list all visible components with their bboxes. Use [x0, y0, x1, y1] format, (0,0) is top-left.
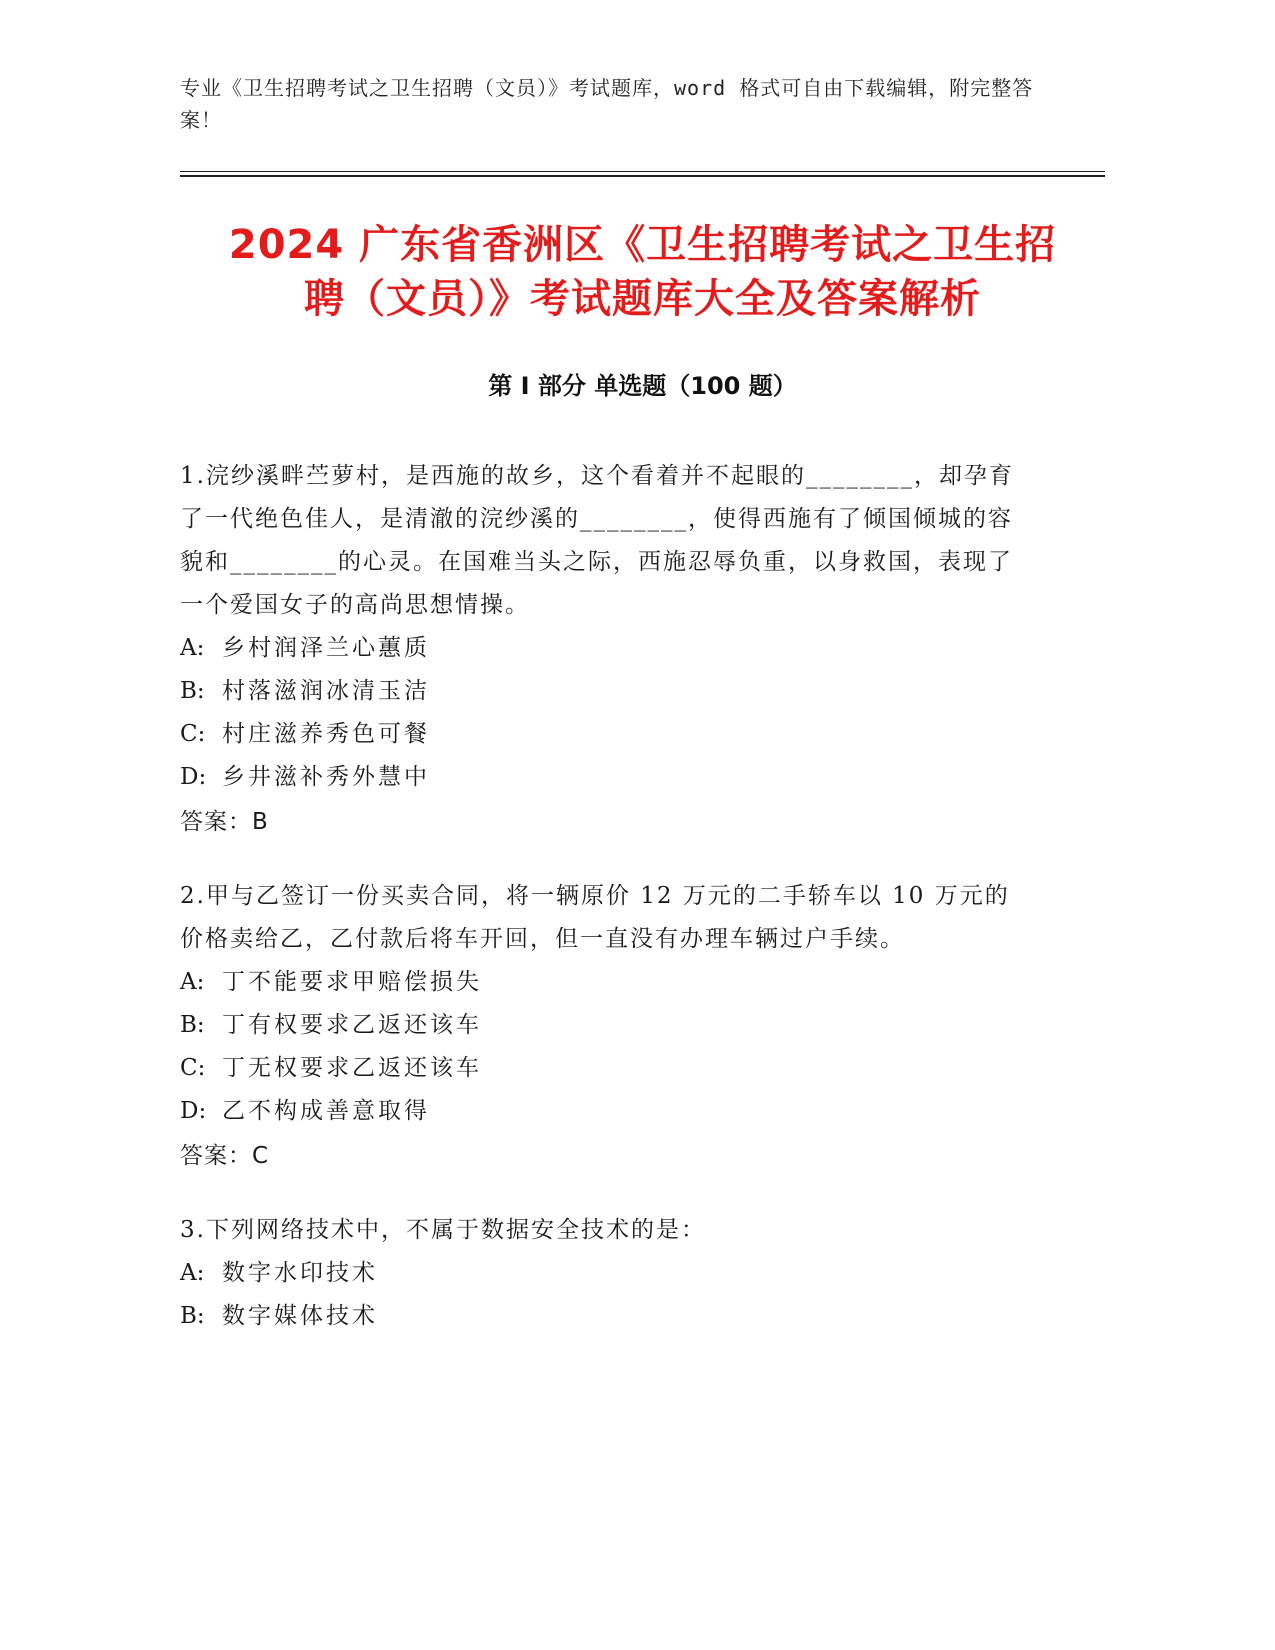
option-text: 乡井滋补秀外慧中: [222, 764, 430, 790]
option-letter: D:: [180, 764, 207, 790]
question-2: [180, 875, 1020, 1179]
header-divider-thin: [180, 171, 1105, 172]
option-text: 村庄滋养秀色可餐: [222, 721, 430, 747]
option-c: [180, 713, 1020, 756]
question-1: [180, 455, 1020, 845]
option-letter: A:: [180, 1260, 205, 1286]
option-letter: C:: [180, 721, 206, 747]
question-3: [180, 1209, 1020, 1338]
option-letter: B:: [180, 678, 205, 704]
option-a: [180, 961, 1020, 1004]
header-note: 专业《卫生招聘考试之卫生招聘（文员）》考试题库，word 格式可自由下载编辑，附完整答案！: [180, 76, 1034, 132]
option-text: 丁不能要求甲赔偿损失: [222, 969, 482, 995]
option-text: 村落滋润冰清玉洁: [222, 678, 430, 704]
option-text: 数字水印技术: [222, 1260, 378, 1286]
question-stem: 3.下列网络技术中，不属于数据安全技术的是：: [180, 1217, 706, 1243]
option-b: [180, 670, 1020, 713]
header-divider-thick: [180, 175, 1105, 177]
option-letter: B:: [180, 1012, 205, 1038]
option-d: [180, 756, 1020, 799]
section-title: 第 I 部分 单选题（100 题）: [488, 372, 797, 400]
option-letter: B:: [180, 1303, 205, 1329]
option-d: [180, 1090, 1020, 1133]
option-text: 乙不构成善意取得: [222, 1098, 430, 1124]
option-letter: A:: [180, 635, 205, 661]
question-stem: 1.浣纱溪畔苎萝村，是西施的故乡，这个看着并不起眼的________，却孕育了一代绝色佳人，是清澈的浣纱溪的________，使得西施有了倾国倾城的容貌和________的心灵。在国难当头之际，西施忍辱负重，以身救国，表现了一个爱国女子的高尚思想情操。: [180, 463, 1014, 618]
answer-line: 答案：C: [180, 1143, 270, 1169]
option-text: 数字媒体技术: [222, 1303, 378, 1329]
option-letter: A:: [180, 969, 205, 995]
question-stem: 2.甲与乙签订一份买卖合同，将一辆原价 12 万元的二手轿车以 10 万元的价格卖给乙，乙付款后将车开回，但一直没有办理车辆过户手续。: [180, 883, 1010, 952]
option-a: [180, 627, 1020, 670]
option-text: 丁有权要求乙返还该车: [222, 1012, 482, 1038]
option-letter: D:: [180, 1098, 207, 1124]
option-c: [180, 1047, 1020, 1090]
question-list: [180, 455, 1020, 1368]
document-title-line-1: 2024 广东省香洲区《卫生招聘考试之卫生招: [228, 222, 1057, 268]
option-a: [180, 1252, 1020, 1295]
option-b: [180, 1295, 1020, 1338]
document-title: [150, 218, 1135, 326]
document-title-line-2: 聘（文员）》考试题库大全及答案解析: [304, 276, 981, 322]
option-text: 乡村润泽兰心蕙质: [222, 635, 430, 661]
option-text: 丁无权要求乙返还该车: [222, 1055, 482, 1081]
option-letter: C:: [180, 1055, 206, 1081]
option-b: [180, 1004, 1020, 1047]
answer-line: 答案：B: [180, 809, 269, 835]
